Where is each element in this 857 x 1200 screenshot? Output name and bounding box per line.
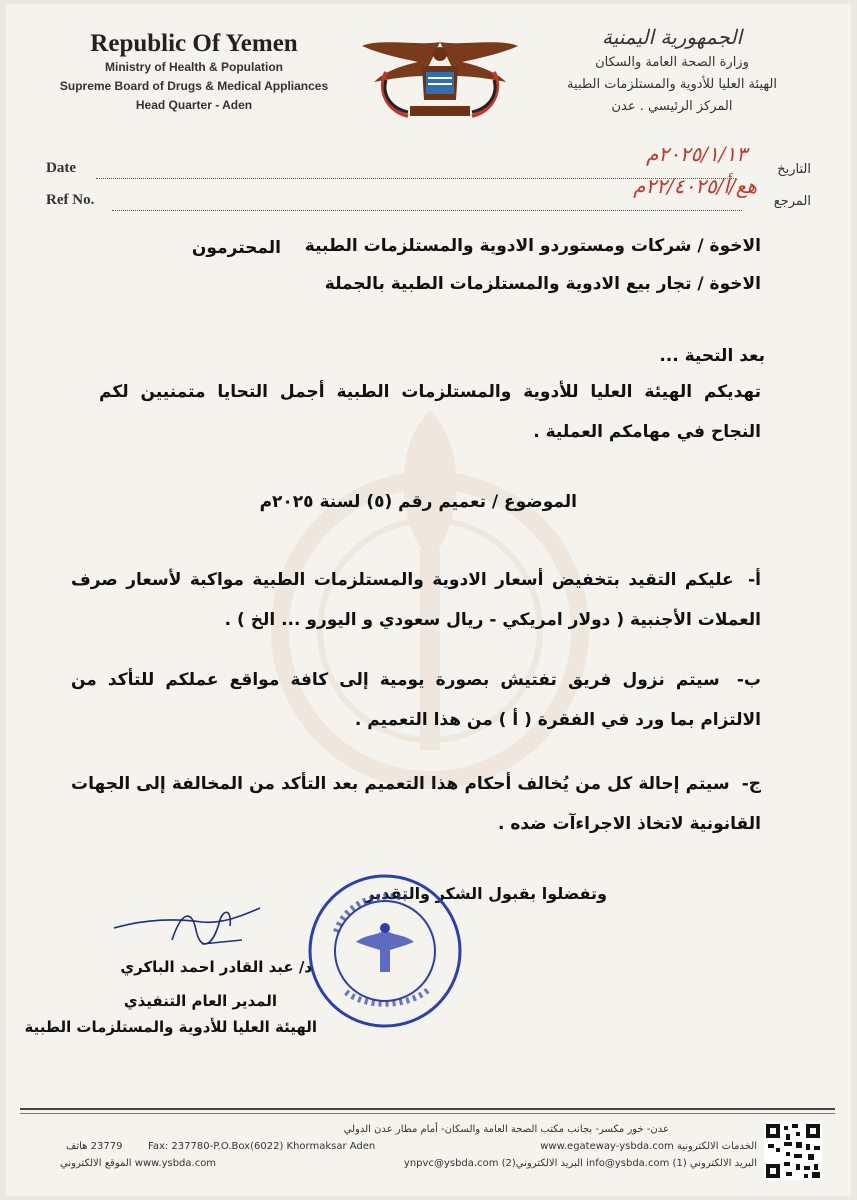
footer-rule-thin bbox=[20, 1113, 835, 1114]
footer-emails: البريد الالكتروني (1) info@ysbda.com البريد الالكتروني(2) ynpvc@ysbda.com bbox=[403, 1158, 757, 1169]
footer-address-en: Fax: 237780-P.O.Box(6022) Khormaksar Aden bbox=[148, 1141, 376, 1152]
header-title-ar: الجمهورية اليمنية bbox=[601, 25, 743, 49]
item-a-text: عليكم التقيد بتخفيض أسعار الادوية والمستلزمات الطبية مواكبة لأسعار صرف العملات الأجنبية ( دولار امريكي - ريال سعودي و اليورو ... الخ ) . bbox=[71, 570, 761, 630]
ref-label: Ref No. bbox=[46, 192, 95, 208]
signatory-title: المدير العام التنفيذي bbox=[123, 992, 277, 1010]
greeting-body: تهديكم الهيئة العليا للأدوية والمستلزمات الطبية أجمل التحايا متمنيين لكم النجاح في مهامكم العملية . bbox=[99, 382, 761, 442]
greeting-opening: بعد التحية ... bbox=[659, 346, 765, 366]
item-c-label: ج- bbox=[741, 774, 761, 794]
header-line-ar: الهيئة العليا للأدوية والمستلزمات الطبية bbox=[567, 77, 777, 92]
subject-line: الموضوع / تعميم رقم (٥) لسنة ٢٠٢٥م bbox=[259, 492, 577, 512]
item-c-text: سيتم إحالة كل من يُخالف أحكام هذا التعميم بعد التأكد من المخالفة إلى الجهات القانونية لاتخاذ الاجراءآت ضده . bbox=[71, 774, 761, 834]
footer-website: www.ysbda.com الموقع الالكتروني bbox=[60, 1158, 217, 1169]
ref-dotted-line bbox=[112, 210, 742, 211]
item-a bbox=[71, 560, 761, 640]
footer-services: الخدمات الالكترونية www.egateway-ysbda.com bbox=[540, 1141, 757, 1152]
header-line-en: Head Quarter - Aden bbox=[135, 98, 253, 112]
addressee-line-1: الاخوة / شركات ومستوردو الادوية والمستلزمات الطبية bbox=[304, 236, 761, 256]
header-line-en: Supreme Board of Drugs & Medical Appliances bbox=[59, 79, 329, 93]
item-c bbox=[71, 764, 761, 844]
header-title-en: Republic Of Yemen bbox=[90, 30, 298, 57]
yemen-eagle-emblem bbox=[360, 32, 520, 124]
date-handwritten-value: ٢٠٢٥/١/١٣م bbox=[645, 142, 747, 166]
item-b-text: سيتم نزول فريق تفتيش بصورة يومية إلى كافة مواقع عملكم للتأكد من الالتزام بما ورد في الفقرة ( أ ) من هذا التعميم . bbox=[71, 670, 761, 730]
footer-address-ar: عدن- خور مكسر- بجانب مكتب الصحة العامة والسكان- أمام مطار عدن الدولي bbox=[343, 1124, 669, 1135]
addressee-line-2: الاخوة / تجار بيع الادوية والمستلزمات الطبية بالجملة bbox=[324, 274, 761, 294]
honorific: المحترمون bbox=[191, 238, 281, 258]
signatory-org: الهيئة العليا للأدوية والمستلزمات الطبية bbox=[24, 1018, 317, 1036]
signatory-name: د/ عبد القادر احمد الباكري bbox=[120, 958, 312, 976]
date-label: Date bbox=[46, 160, 76, 176]
header-line-ar: وزارة الصحة العامة والسكان bbox=[595, 55, 749, 70]
ref-label-ar: المرجع bbox=[773, 194, 811, 209]
footer-rule bbox=[20, 1108, 835, 1110]
header-english bbox=[44, 30, 344, 115]
item-a-label: أ- bbox=[748, 570, 761, 590]
date-label-ar: التاريخ bbox=[777, 162, 811, 177]
item-b bbox=[71, 660, 761, 740]
closing-line: وتفضلوا بقبول الشكر والتقدير bbox=[365, 884, 607, 903]
item-b-label: ب- bbox=[736, 670, 761, 690]
footer-phone: 23779 هاتف bbox=[66, 1141, 123, 1152]
ref-handwritten-value: ه‍ع/أ/٢٢/٤٠٢٥م bbox=[633, 174, 757, 198]
header-line-en: Ministry of Health & Population bbox=[104, 60, 283, 74]
header-arabic bbox=[527, 22, 817, 118]
header-line-ar: المركز الرئيسي . عدن bbox=[611, 99, 733, 114]
handwritten-signature bbox=[112, 900, 262, 960]
official-stamp bbox=[306, 872, 464, 1030]
qr-code bbox=[764, 1122, 822, 1180]
